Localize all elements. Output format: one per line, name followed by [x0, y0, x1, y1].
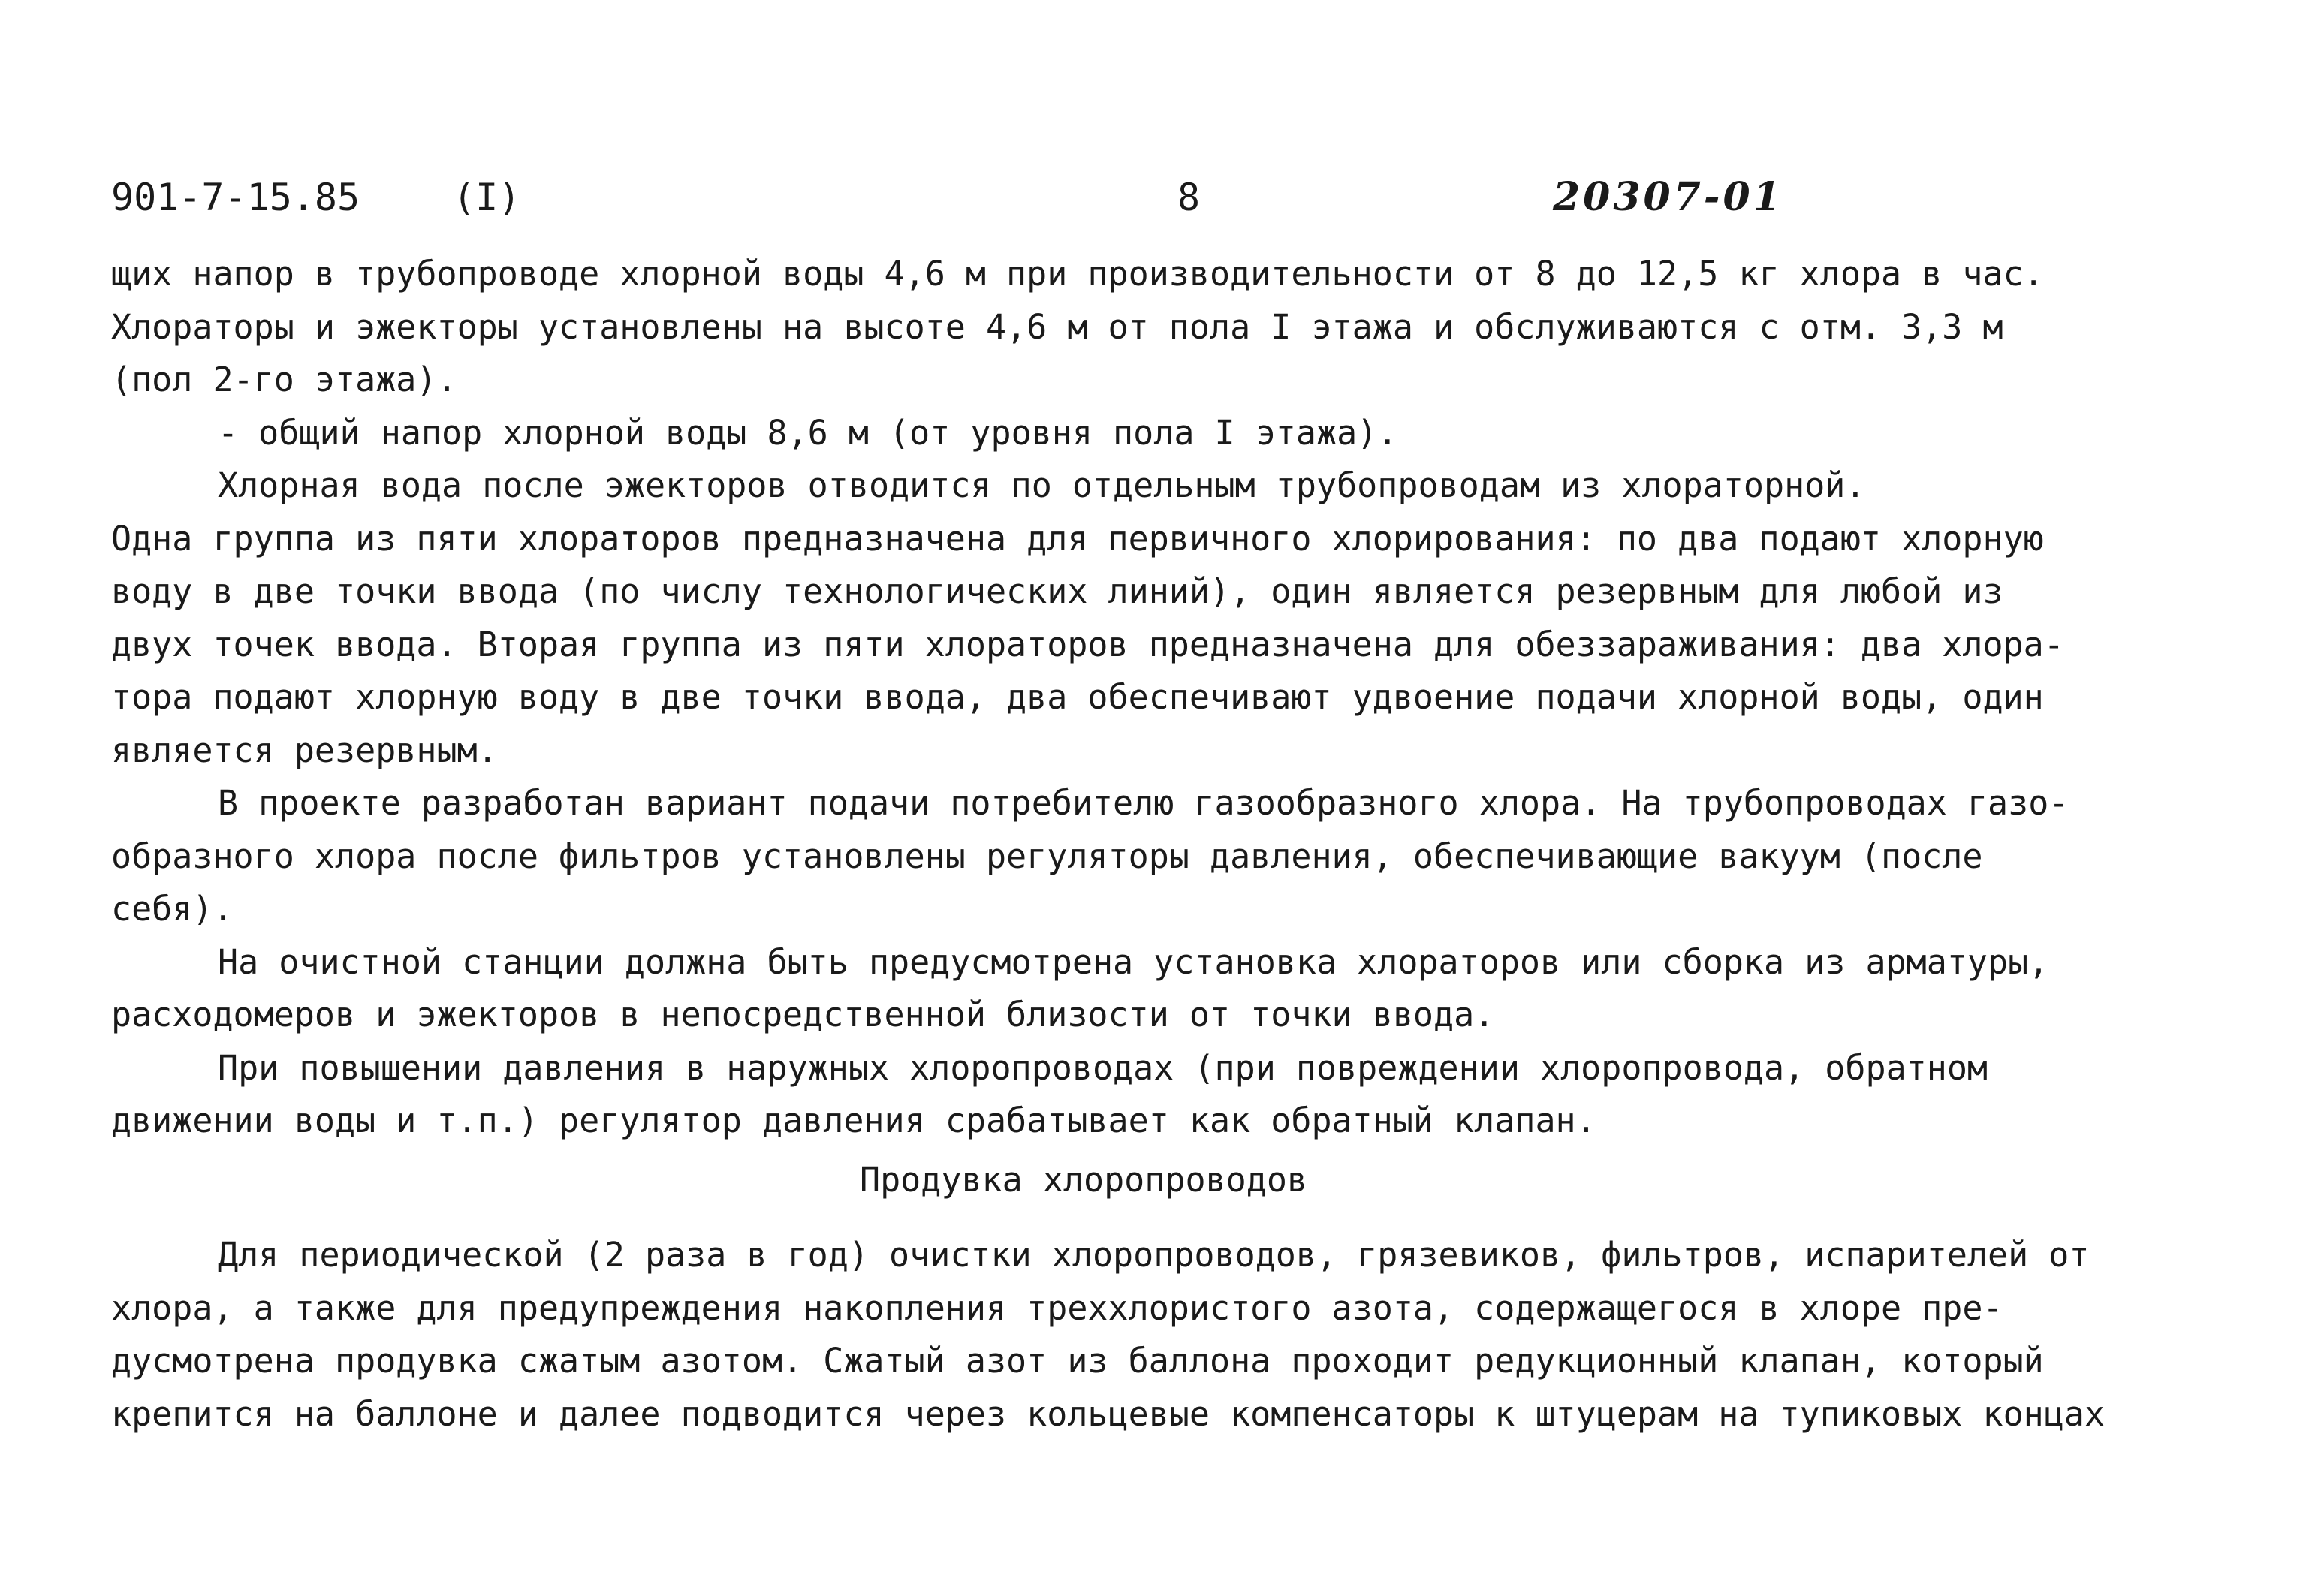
page-number: 8	[1177, 176, 1201, 219]
text-line: движении воды и т.п.) регулятор давления срабатывает как обратный клапан.	[111, 1101, 1596, 1140]
text-line: - общий напор хлорной воды 8,6 м (от уровня пола I этажа).	[218, 412, 1398, 453]
document-code: 901-7-15.85	[111, 176, 360, 219]
part-number: (I)	[453, 176, 521, 219]
text-line: воду в две точки ввода (по числу технологических линий), один является резервным для любой из	[111, 571, 2003, 611]
text-line: себя).	[111, 889, 234, 929]
text-line: тора подают хлорную воду в две точки ввода, два обеспечивают удвоение подачи хлорной воды, один	[111, 677, 2044, 717]
text-line: На очистной станции должна быть предусмотрена установка хлораторов или сборка из арматуры,	[218, 941, 2049, 982]
text-line: Для периодической (2 раза в год) очистки хлоропроводов, грязевиков, фильтров, испарителей от	[218, 1235, 2090, 1275]
text-line: щих напор в трубопроводе хлорной воды 4,6 м при производительности от 8 до 12,5 кг хлора в час.	[111, 254, 2044, 294]
text-line: При повышении давления в наружных хлоропроводах (при повреждении хлоропровода, обратном	[218, 1047, 1988, 1088]
text-line: Хлораторы и эжекторы установлены на высоте 4,6 м от пола I этажа и обслуживаются с отм. 3,3 м	[111, 306, 2003, 347]
text-line: крепится на баллоне и далее подводится через кольцевые компенсаторы к штуцерам на тупиковых концах	[111, 1393, 2106, 1434]
text-line: образного хлора после фильтров установлены регуляторы давления, обеспечивающие вакуум (после	[111, 836, 1983, 876]
text-line: дусмотрена продувка сжатым азотом. Сжатый азот из баллона проходит редукционный клапан, который	[111, 1341, 2044, 1381]
text-line: (пол 2-го этажа).	[111, 360, 457, 399]
text-line: является резервным.	[111, 730, 498, 770]
text-line: В проекте разработан вариант подачи потребителю газообразного хлора. На трубопроводах газо-	[218, 783, 2069, 823]
text-line: двух точек ввода. Вторая группа из пяти хлораторов предназначена для обеззараживания: два хлора-	[111, 624, 2064, 664]
handwritten-number: 20307-01	[1553, 174, 1783, 220]
text-line: Одна группа из пяти хлораторов предназначена для первичного хлорирования: по два подают хлорную	[111, 518, 2044, 559]
page-header	[111, 171, 2214, 224]
section-heading: Продувка хлоропроводов	[859, 1159, 1308, 1200]
body-text	[111, 248, 2229, 1441]
text-line: Хлорная вода после эжекторов отводится по отдельным трубопроводам из хлораторной.	[218, 465, 1866, 505]
text-line: хлора, а также для предупреждения накопления треххлористого азота, содержащегося в хлоре пре-	[111, 1287, 2003, 1328]
text-line: расходомеров и эжекторов в непосредственной близости от точки ввода.	[111, 995, 1495, 1034]
